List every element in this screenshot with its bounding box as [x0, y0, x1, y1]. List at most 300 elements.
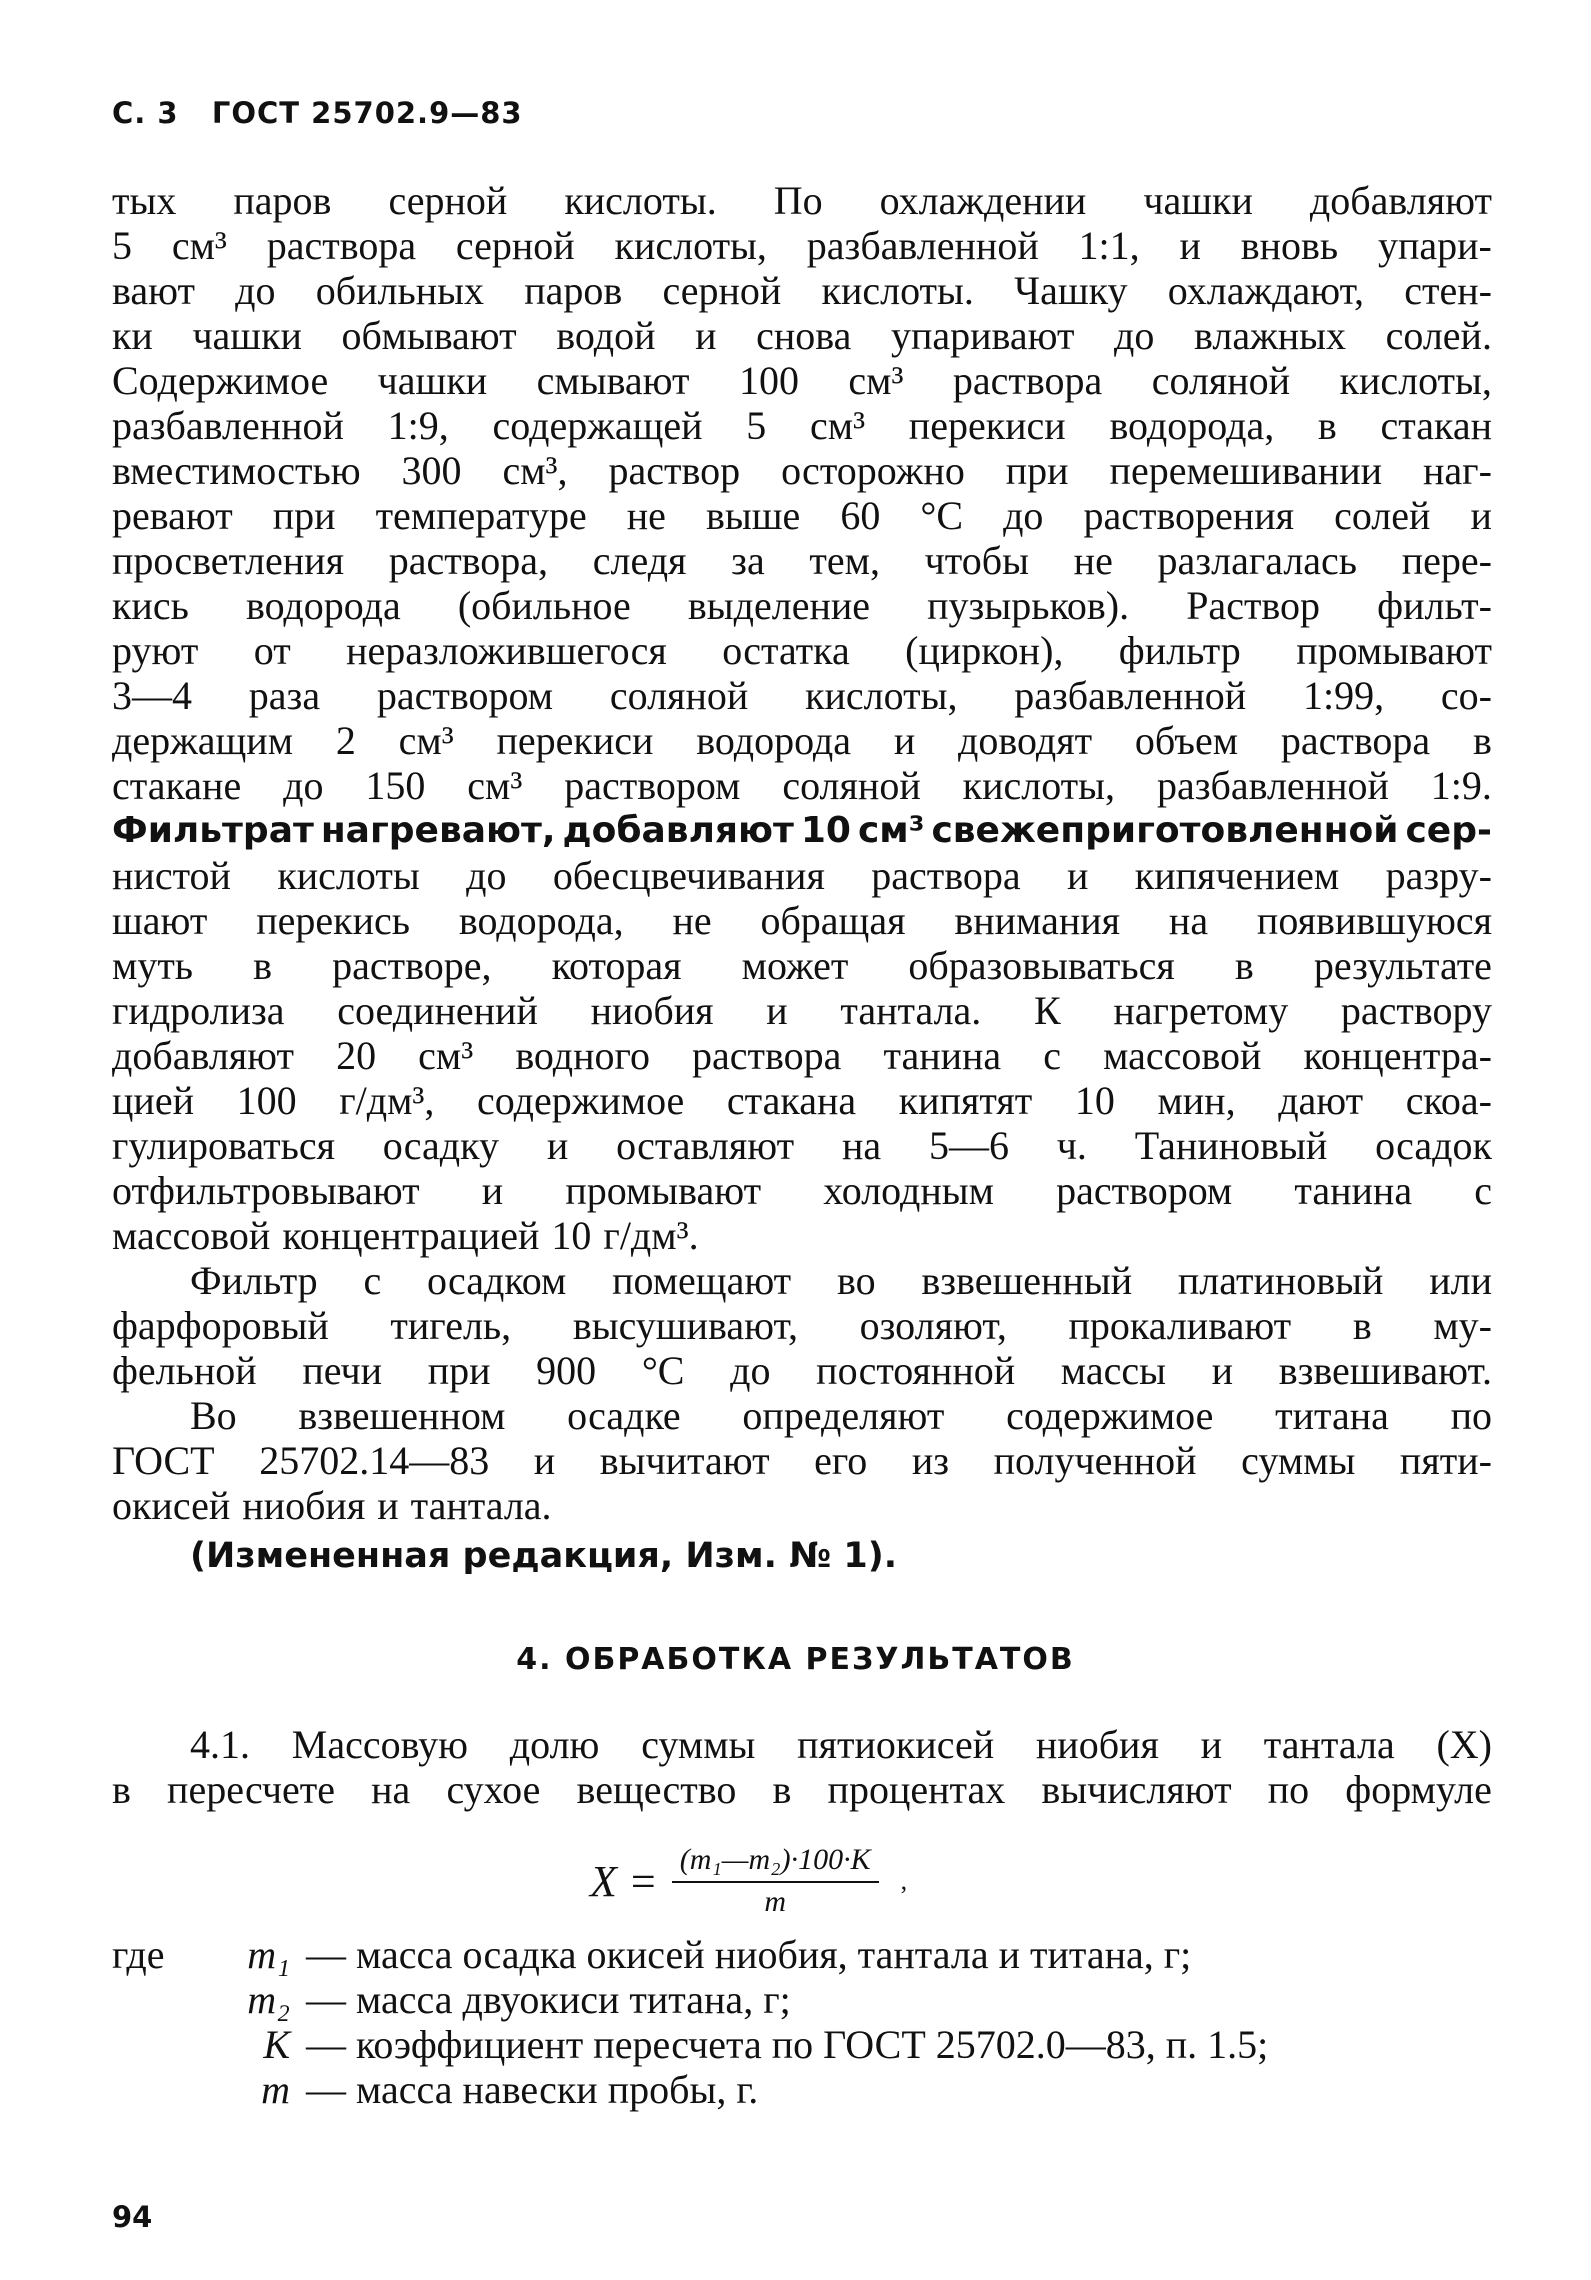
word: добавляют: [112, 1033, 295, 1078]
word: концентра-: [1303, 1033, 1492, 1078]
definition-symbol: m: [261, 2067, 290, 2112]
word: пузырьков).: [927, 583, 1130, 628]
word: процентах: [827, 1767, 1006, 1812]
word: руют: [112, 628, 199, 673]
word: водорода: [696, 718, 852, 763]
definition-symbol: K: [263, 2022, 290, 2067]
word: взвешивают.: [1278, 1348, 1492, 1393]
word: и: [766, 988, 788, 1033]
word: водорода: [245, 583, 401, 628]
word: в: [112, 1767, 131, 1812]
word: чашки: [1143, 178, 1253, 223]
text-line: [112, 1348, 1492, 1393]
body-text: [112, 178, 1492, 1579]
word: промывают: [565, 1168, 762, 1213]
word: 1:99,: [1303, 673, 1385, 718]
word: пяти-: [1399, 1438, 1492, 1483]
word: перекиси: [496, 718, 654, 763]
word: доводят: [958, 718, 1093, 763]
word: 900: [536, 1348, 597, 1393]
text-line: [112, 898, 1492, 943]
word: см³: [171, 223, 227, 268]
word: разлагалась: [1157, 538, 1358, 583]
word: соляной: [782, 763, 921, 808]
word: в: [253, 943, 273, 988]
word: пересчете: [167, 1767, 335, 1812]
word: осадку: [382, 1123, 500, 1168]
word: стакане: [112, 763, 242, 808]
text-line: [112, 673, 1492, 718]
word: кислоты,: [962, 763, 1116, 808]
word: и: [481, 1168, 504, 1213]
word: обильных: [315, 268, 484, 313]
word: суммы: [641, 1722, 756, 1767]
word: просветления: [112, 538, 344, 583]
section-heading: 4. ОБРАБОТКА РЕЗУЛЬТАТОВ: [516, 1642, 1075, 1677]
word: Содержимое: [112, 358, 329, 403]
text-line: [112, 493, 1492, 538]
word: остатка: [722, 628, 850, 673]
word: концентрацией: [282, 1213, 540, 1258]
word: (обильное: [457, 583, 631, 628]
word: ревают: [112, 493, 233, 538]
word: раствора: [1280, 718, 1431, 763]
word: титана: [1275, 1393, 1389, 1438]
word: с: [363, 1258, 382, 1303]
standard-number: ГОСТ 25702.9—83: [211, 96, 523, 130]
word: до: [466, 853, 507, 898]
word: сухое: [446, 1767, 541, 1812]
word: Массовую: [291, 1722, 468, 1767]
word: гулироваться: [112, 1123, 335, 1168]
word: на: [1168, 898, 1209, 943]
word: при: [272, 493, 336, 538]
word: стакана: [726, 1078, 857, 1123]
word: обмывают: [341, 313, 517, 358]
word: с: [1474, 1168, 1492, 1213]
text-line: [112, 1483, 1492, 1528]
word: мин,: [1157, 1078, 1236, 1123]
section-text: [112, 1722, 1492, 1812]
word: массовой: [1103, 1033, 1262, 1078]
definition-symbol: m₂: [247, 1977, 290, 2022]
definition-symbol: m₁: [247, 1932, 290, 1977]
word: кислоты,: [805, 673, 958, 718]
word: суммы: [1241, 1438, 1356, 1483]
word: 1:9,: [387, 403, 449, 448]
word: содержащей: [492, 403, 703, 448]
word: кислоты.: [564, 178, 717, 223]
word: фарфоровый: [112, 1303, 329, 1348]
text-line: [112, 628, 1492, 673]
word: осадком: [426, 1258, 567, 1303]
word: помещают: [612, 1258, 792, 1303]
word: (циркон),: [905, 628, 1064, 673]
word: нагревают,: [320, 810, 556, 851]
word: в: [1317, 403, 1337, 448]
word: печи: [302, 1348, 383, 1393]
word: холодным: [823, 1168, 994, 1213]
text-line: [112, 583, 1492, 628]
word: г/дм³,: [339, 1078, 435, 1123]
text-line: [112, 223, 1492, 268]
word: неразложившегося: [346, 628, 667, 673]
word: ниобия: [590, 988, 714, 1033]
word: выше: [705, 493, 801, 538]
word: и: [533, 1438, 556, 1483]
word: не: [1073, 538, 1113, 583]
word: тантала.: [840, 988, 982, 1033]
formula-equals: =: [630, 1856, 656, 1906]
word: Таниновый: [1134, 1123, 1328, 1168]
word: (X): [1436, 1722, 1492, 1767]
word: 100: [236, 1078, 297, 1123]
word: не: [626, 493, 666, 538]
text-line: [112, 1168, 1492, 1213]
word: 3—4: [112, 673, 192, 718]
word: ниобия: [1035, 1722, 1159, 1767]
word: свежеприготовленной: [931, 810, 1399, 851]
word: паров: [524, 268, 623, 313]
word: от: [253, 628, 291, 673]
word: добавляют: [1309, 178, 1492, 223]
word: или: [1429, 1258, 1492, 1303]
word: 1:9.: [1430, 763, 1492, 808]
word: соединений: [337, 988, 538, 1033]
text-line: [112, 358, 1492, 403]
word: ниобия: [242, 1483, 366, 1528]
word: цией: [112, 1078, 194, 1123]
word: раза: [248, 673, 321, 718]
text-line: [112, 268, 1492, 313]
word: нагретому: [1113, 988, 1289, 1033]
page-number: 94: [112, 2200, 153, 2234]
word: 4.1.: [190, 1722, 250, 1767]
word: перемешивании: [1109, 448, 1383, 493]
word: 10: [1074, 1078, 1115, 1123]
word: 1:1,: [1078, 223, 1140, 268]
text-line: [112, 988, 1492, 1033]
word: следя: [592, 538, 687, 583]
word: 5: [746, 403, 767, 448]
word: взвешенном: [298, 1393, 506, 1438]
word: по: [1267, 1767, 1310, 1812]
word: при: [1005, 448, 1069, 493]
text-line: [112, 403, 1492, 448]
text-line: [112, 1033, 1492, 1078]
word: разбавленной: [1014, 673, 1247, 718]
word: объем: [1134, 718, 1239, 763]
word: г/дм³.: [603, 1213, 699, 1258]
word: не: [672, 898, 712, 943]
definition-row: [112, 2067, 1268, 2112]
word: серной: [388, 178, 508, 223]
word: и: [546, 1123, 569, 1168]
word: водорода,: [458, 898, 624, 943]
word: кипятят: [898, 1078, 1033, 1123]
word: раствору: [1340, 988, 1492, 1033]
word: растворе,: [332, 943, 492, 988]
word: танина: [1294, 1168, 1413, 1213]
word: на: [371, 1767, 411, 1812]
word: в: [772, 1767, 792, 1812]
word: солей.: [1385, 313, 1492, 358]
word: дают: [1278, 1078, 1364, 1123]
word: его: [814, 1438, 868, 1483]
word: водного: [515, 1033, 650, 1078]
word: кислоты.: [821, 268, 974, 313]
word: пятиокисей: [797, 1722, 995, 1767]
word: охлаждении: [879, 178, 1087, 223]
word: тантала.: [410, 1483, 552, 1528]
word: фильт-: [1377, 583, 1492, 628]
word: водорода,: [1109, 403, 1275, 448]
formula-trailing: ,: [900, 1866, 908, 1895]
word: и: [1179, 223, 1201, 268]
word: вещество: [576, 1767, 737, 1812]
word: и: [893, 718, 916, 763]
word: температуре: [375, 493, 587, 538]
word: растворения: [1083, 493, 1295, 538]
word: и: [1200, 1722, 1223, 1767]
word: при: [427, 1348, 491, 1393]
word: кись: [112, 583, 189, 628]
word: взвешенный: [921, 1258, 1133, 1303]
formula-lhs: X: [590, 1856, 617, 1906]
word: смывают: [536, 358, 690, 403]
word: внимания: [954, 898, 1121, 943]
word: оставляют: [616, 1123, 795, 1168]
word: массы: [1060, 1348, 1166, 1393]
text-line: [112, 1078, 1492, 1123]
word: раствора: [266, 223, 417, 268]
word: и: [1470, 493, 1492, 538]
word: до: [1003, 493, 1044, 538]
word: вают: [112, 268, 195, 313]
word: в: [1352, 1303, 1372, 1348]
word: во: [836, 1258, 876, 1303]
word: разру-: [1385, 853, 1492, 898]
formula-denominator: m: [764, 1885, 786, 1918]
word: тых: [112, 178, 177, 223]
definition-row: [112, 1977, 1268, 2022]
word: раствором: [1056, 1168, 1233, 1213]
word: окисей: [112, 1483, 231, 1528]
word: 10: [800, 810, 851, 851]
word: определяют: [742, 1393, 945, 1438]
definition-text: — масса осадка окисей ниобия, тантала и титана, г;: [306, 1932, 1192, 1977]
text-line: [112, 1438, 1492, 1483]
word: осадке: [567, 1393, 681, 1438]
text-line: [112, 718, 1492, 763]
word: тем,: [809, 538, 880, 583]
word: пере-: [1401, 538, 1492, 583]
text-line: [112, 1722, 1492, 1767]
word: долю: [509, 1722, 600, 1767]
text-line: [112, 313, 1492, 358]
word: содержимое: [477, 1078, 685, 1123]
word: упаривают: [890, 313, 1075, 358]
definition-text: — масса навески пробы, г.: [306, 2067, 759, 2112]
word: упари-: [1377, 223, 1492, 268]
word: вычитают: [599, 1438, 770, 1483]
word: разбавленной: [1156, 763, 1389, 808]
word: в: [1473, 718, 1492, 763]
word: вместимостью: [112, 448, 361, 493]
word: за: [731, 538, 765, 583]
running-header: [112, 96, 523, 130]
text-line: [112, 538, 1492, 583]
word: постоянной: [816, 1348, 1016, 1393]
definition-lead: где: [112, 1932, 165, 1977]
word: см³,: [502, 448, 568, 493]
word: осторожно: [781, 448, 965, 493]
word: которая: [551, 943, 682, 988]
formula-numerator: (m₁—m₂)·100·K: [672, 1843, 879, 1883]
word: см³: [418, 1033, 474, 1078]
word: см³: [398, 718, 454, 763]
word: разбавленной: [112, 403, 344, 448]
word: ГОСТ: [112, 1438, 215, 1483]
word: паров: [233, 178, 332, 223]
word: влажных: [1194, 313, 1346, 358]
word: нистой: [112, 853, 231, 898]
word: муть: [112, 943, 194, 988]
word: 25702.14—83: [259, 1438, 490, 1483]
word: °С: [641, 1348, 685, 1393]
word: выделение: [687, 583, 871, 628]
word: сер-: [1405, 810, 1492, 851]
word: кислоты,: [1339, 358, 1492, 403]
symbol-definitions: [112, 1932, 1268, 2112]
text-line: [112, 1767, 1492, 1812]
word: 20: [336, 1033, 377, 1078]
word: чтобы: [924, 538, 1029, 583]
word: серной: [662, 268, 782, 313]
word: скоа-: [1405, 1078, 1492, 1123]
word: раствор: [608, 448, 741, 493]
word: раствором: [376, 673, 554, 718]
word: гидролиза: [112, 988, 285, 1033]
word: озоляют,: [859, 1303, 1007, 1348]
word: кипячением: [1134, 853, 1340, 898]
word: вновь: [1240, 223, 1339, 268]
word: шают: [112, 898, 208, 943]
word: и: [1211, 1348, 1234, 1393]
word: чашки: [377, 358, 488, 403]
word: образовываться: [908, 943, 1175, 988]
word: см³: [857, 810, 925, 851]
word: фильтр: [1118, 628, 1241, 673]
page-reference: С. 3: [112, 96, 179, 130]
word: до: [1114, 313, 1155, 358]
word: на: [841, 1123, 882, 1168]
word: перекись: [256, 898, 410, 943]
definition-text: — коэффициент пересчета по ГОСТ 25702.0—83, п. 1.5;: [306, 2022, 1269, 2067]
text-line: [112, 1213, 1492, 1258]
word: держащим: [112, 718, 294, 763]
word: охлаждают,: [1167, 268, 1365, 313]
word: му-: [1433, 1303, 1492, 1348]
word: Во: [190, 1393, 237, 1438]
text-line: [112, 1123, 1492, 1168]
word: до: [730, 1348, 771, 1393]
word: 10: [551, 1213, 592, 1258]
word: 300: [401, 448, 462, 493]
word: снова: [756, 313, 852, 358]
word: разбавленной: [806, 223, 1039, 268]
text-line: [112, 763, 1492, 808]
word: формуле: [1345, 1767, 1492, 1812]
word: чашки: [192, 313, 302, 358]
definition-row: [112, 2022, 1268, 2067]
word: ч.: [1056, 1123, 1087, 1168]
word: кислоты,: [614, 223, 767, 268]
word: соляной: [609, 673, 749, 718]
word: кислоты: [277, 853, 420, 898]
word: раствора: [871, 853, 1021, 898]
word: ки: [112, 313, 153, 358]
word: добавляют: [562, 810, 794, 851]
word: перекиси: [908, 403, 1066, 448]
definition-row: [112, 1932, 1268, 1977]
text-line-bold: [112, 808, 1492, 853]
word: из: [911, 1438, 950, 1483]
word: Фильтрат: [112, 810, 314, 851]
word: Чашку: [1014, 268, 1128, 313]
word: раствором: [564, 763, 741, 808]
formula: [590, 1836, 907, 1926]
word: солей: [1334, 493, 1431, 538]
word: результате: [1313, 943, 1492, 988]
word: водой: [556, 313, 656, 358]
word: °С: [920, 493, 964, 538]
word: раствора: [692, 1033, 842, 1078]
word: раствора,: [388, 538, 549, 583]
word: до: [235, 268, 276, 313]
word: по: [1450, 1393, 1492, 1438]
word: см³: [848, 358, 904, 403]
word: обращая: [760, 898, 906, 943]
text-line: [112, 1303, 1492, 1348]
word: 5: [112, 223, 132, 268]
word: танина: [883, 1033, 1002, 1078]
text-line: [112, 853, 1492, 898]
word: 100: [738, 358, 799, 403]
word: отфильтровывают: [112, 1168, 420, 1213]
word: К: [1033, 988, 1061, 1033]
text-line: [112, 448, 1492, 493]
word: 150: [365, 763, 426, 808]
word: стакан: [1380, 403, 1492, 448]
word: прокаливают: [1068, 1303, 1292, 1348]
text-line: [112, 178, 1492, 223]
word: содержимое: [1006, 1393, 1214, 1438]
word: Фильтр: [190, 1258, 318, 1303]
word: раствора: [952, 358, 1103, 403]
amendment-note: (Измененная редакция, Изм. № 1).: [190, 1536, 898, 1576]
word: 2: [335, 718, 356, 763]
word: до: [283, 763, 324, 808]
word: полученной: [993, 1438, 1197, 1483]
text-line: [112, 1393, 1492, 1438]
word: промывают: [1296, 628, 1492, 673]
word: наг-: [1423, 448, 1492, 493]
word: тантала: [1263, 1722, 1395, 1767]
word: вычисляют: [1041, 1767, 1232, 1812]
word: 60: [840, 493, 881, 538]
text-line: [112, 943, 1492, 988]
